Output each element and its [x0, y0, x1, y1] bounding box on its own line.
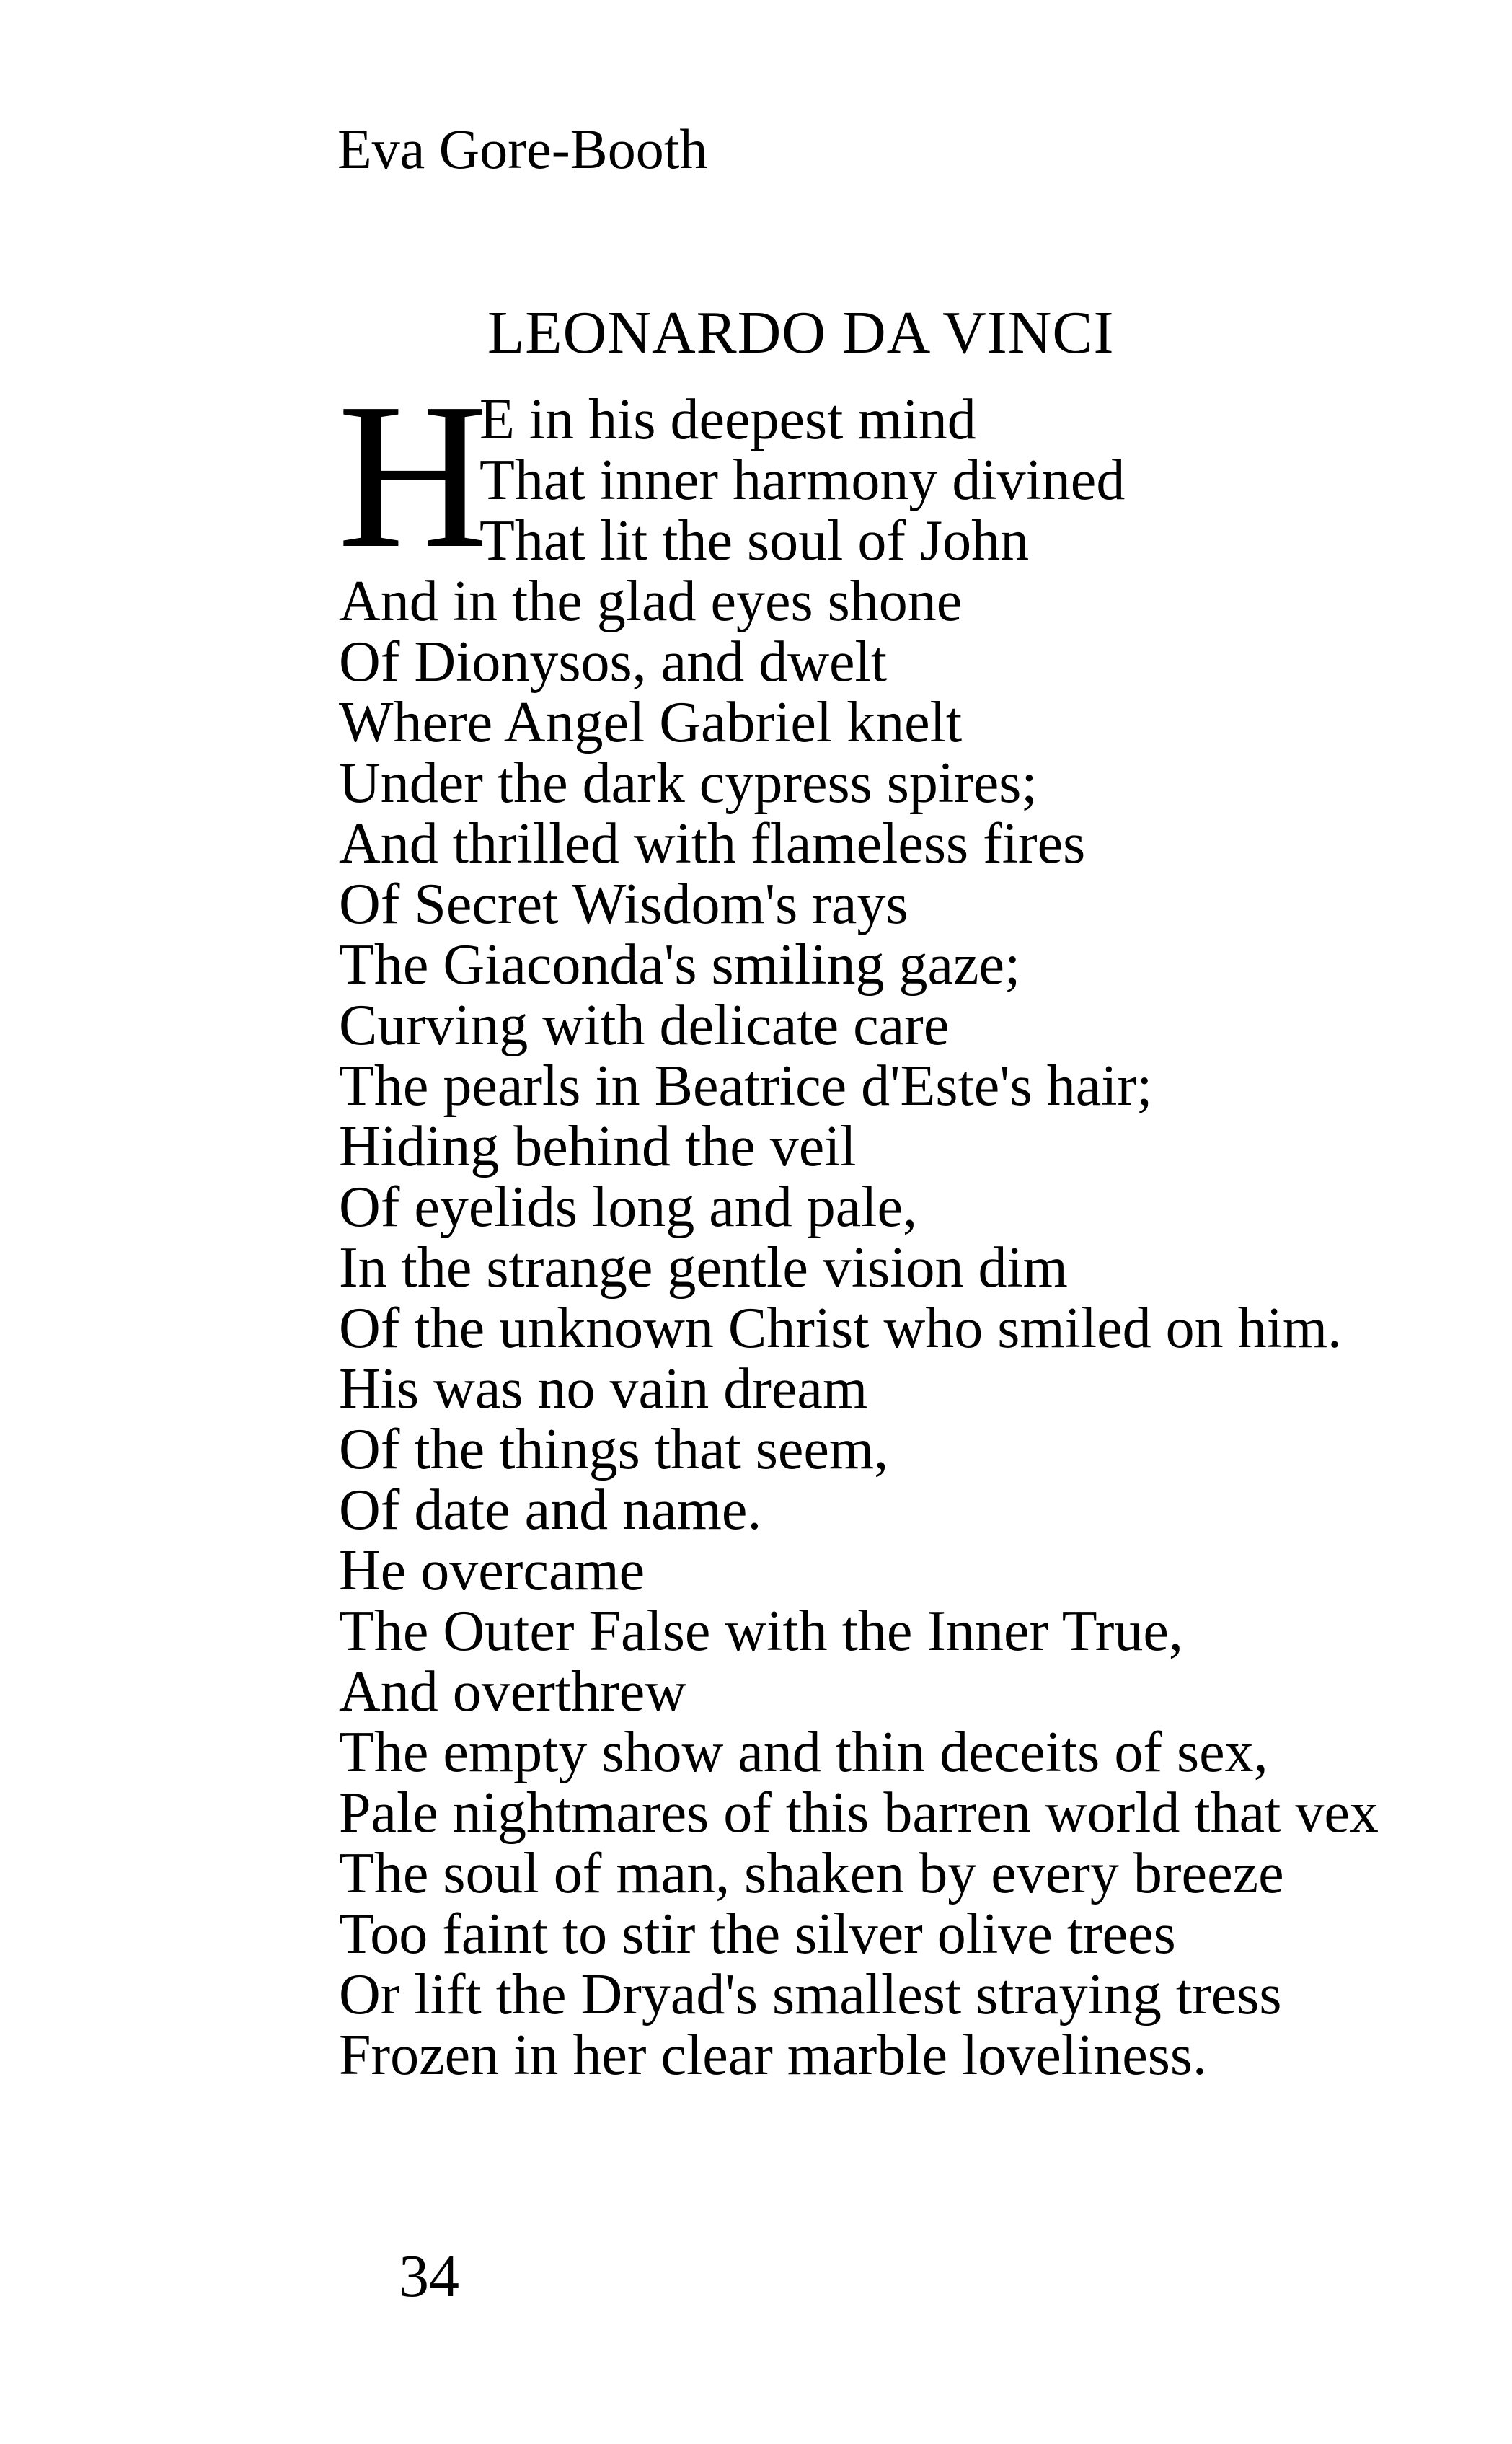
poem-line: The pearls in Beatrice d'Este's hair; [339, 1054, 1153, 1118]
poem-line: Of the unknown Christ who smiled on him. [339, 1297, 1343, 1360]
poem-line: The Outer False with the Inner True, [339, 1600, 1183, 1663]
poem-line: E in his deepest mind [479, 388, 976, 451]
poem-line: The empty show and thin deceits of sex, [339, 1721, 1268, 1784]
poem-line: Hiding behind the veil [339, 1115, 857, 1178]
poem-line: Where Angel Gabriel knelt [339, 691, 963, 754]
poem-line: The soul of man, shaken by every breeze [339, 1842, 1284, 1905]
poem-line: The Giaconda's smiling gaze; [339, 933, 1021, 997]
poem-line: In the strange gentle vision dim [339, 1236, 1068, 1300]
poem-line: Or lift the Dryad's smallest straying tress [339, 1963, 1282, 2026]
poem-line: Of the things that seem, [339, 1418, 889, 1481]
poem-line: Too faint to stir the silver olive trees [339, 1902, 1176, 1966]
poem-line: And overthrew [339, 1660, 687, 1724]
poem-title: LEONARDO DA VINCI [487, 299, 1115, 366]
poem-line: That inner harmony divined [479, 449, 1126, 512]
poem-line: He overcame [339, 1539, 645, 1602]
poem-line: Of Dionysos, and dwelt [339, 630, 887, 694]
poem-line: Under the dark cypress spires; [339, 751, 1038, 815]
drop-cap: H [337, 360, 489, 591]
poem-line: Pale nightmares of this barren world that vex [339, 1781, 1379, 1845]
poem-line: Of eyelids long and pale, [339, 1175, 917, 1239]
running-header-author: Eva Gore-Booth [337, 118, 708, 180]
poem-line: And thrilled with flameless fires [339, 812, 1086, 875]
poem-line: Curving with delicate care [339, 994, 950, 1057]
poem-line: His was no vain dream [339, 1357, 868, 1421]
poem-line: That lit the soul of John [479, 509, 1030, 573]
page-number: 34 [399, 2243, 459, 2310]
poem-line: And in the glad eyes shone [339, 570, 963, 633]
poem-line: Frozen in her clear marble loveliness. [339, 2024, 1207, 2087]
poem-line: Of Secret Wisdom's rays [339, 873, 908, 936]
poem-line: Of date and name. [339, 1478, 762, 1542]
